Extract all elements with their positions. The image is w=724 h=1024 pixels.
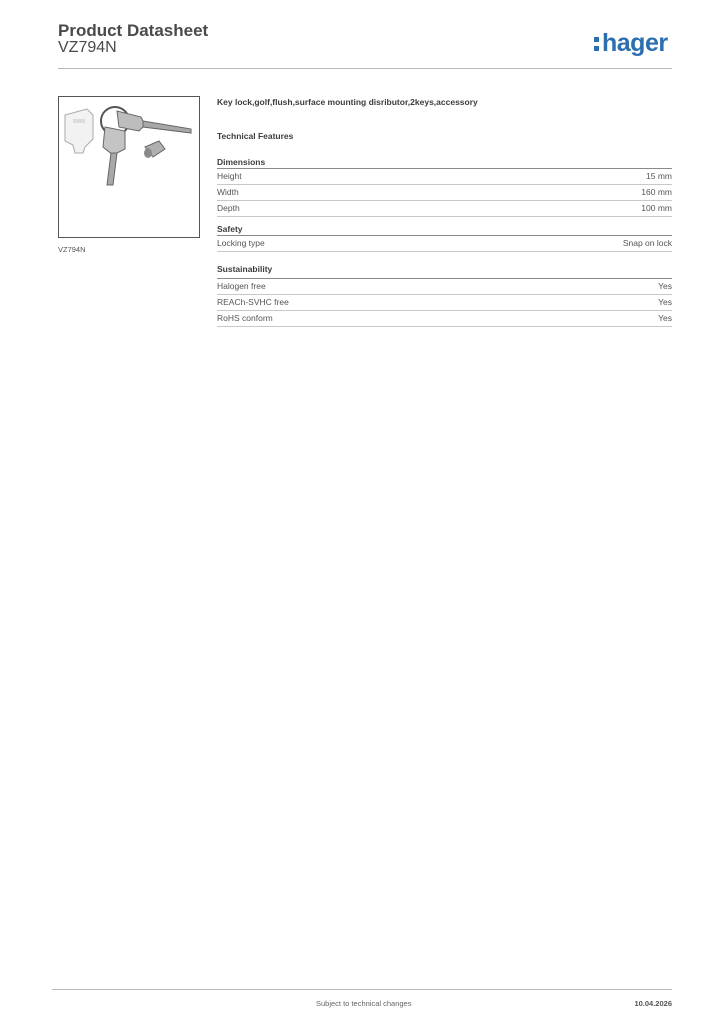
spec-label: Depth xyxy=(217,203,240,213)
table-row xyxy=(217,311,672,327)
footer-divider xyxy=(52,989,672,990)
safety-title: Safety xyxy=(217,224,243,234)
sustainability-table xyxy=(217,278,672,327)
spec-label: Halogen free xyxy=(217,281,266,291)
product-image xyxy=(58,96,200,238)
spec-label: Height xyxy=(217,171,242,181)
technical-features-title: Technical Features xyxy=(217,131,294,141)
footer-date: 10.04.2026 xyxy=(634,999,672,1008)
table-row xyxy=(217,185,672,201)
model-number: VZ794N xyxy=(58,39,117,56)
spec-label: REACh-SVHC free xyxy=(217,297,289,307)
spec-value: 100 mm xyxy=(641,203,672,213)
spec-value: Yes xyxy=(658,281,672,291)
page-title: Product Datasheet xyxy=(58,21,209,40)
product-description: Key lock,golf,flush,surface mounting disributor,2keys,accessory xyxy=(217,97,478,107)
sustainability-title: Sustainability xyxy=(217,264,273,274)
spec-value: 160 mm xyxy=(641,187,672,197)
footer-note: Subject to technical changes xyxy=(316,999,412,1008)
logo-dots-icon xyxy=(594,32,600,53)
table-row xyxy=(217,235,672,252)
spec-value: Yes xyxy=(658,313,672,323)
table-row xyxy=(217,201,672,217)
dimensions-title: Dimensions xyxy=(217,157,266,167)
spec-value: 15 mm xyxy=(646,171,672,181)
spec-value: Snap on lock xyxy=(622,238,672,248)
spec-label: Width xyxy=(217,187,239,197)
spec-value: Yes xyxy=(658,297,672,307)
table-row xyxy=(217,278,672,295)
safety-table xyxy=(217,235,672,252)
dimensions-table xyxy=(217,168,672,217)
product-image-caption: VZ794N xyxy=(58,245,86,254)
spec-label: RoHS conform xyxy=(217,313,273,323)
header-divider xyxy=(58,68,672,69)
logo-text: hager xyxy=(602,29,668,57)
brand-logo xyxy=(594,28,668,58)
spec-label: Locking type xyxy=(217,238,265,248)
table-row xyxy=(217,168,672,185)
table-row xyxy=(217,295,672,311)
